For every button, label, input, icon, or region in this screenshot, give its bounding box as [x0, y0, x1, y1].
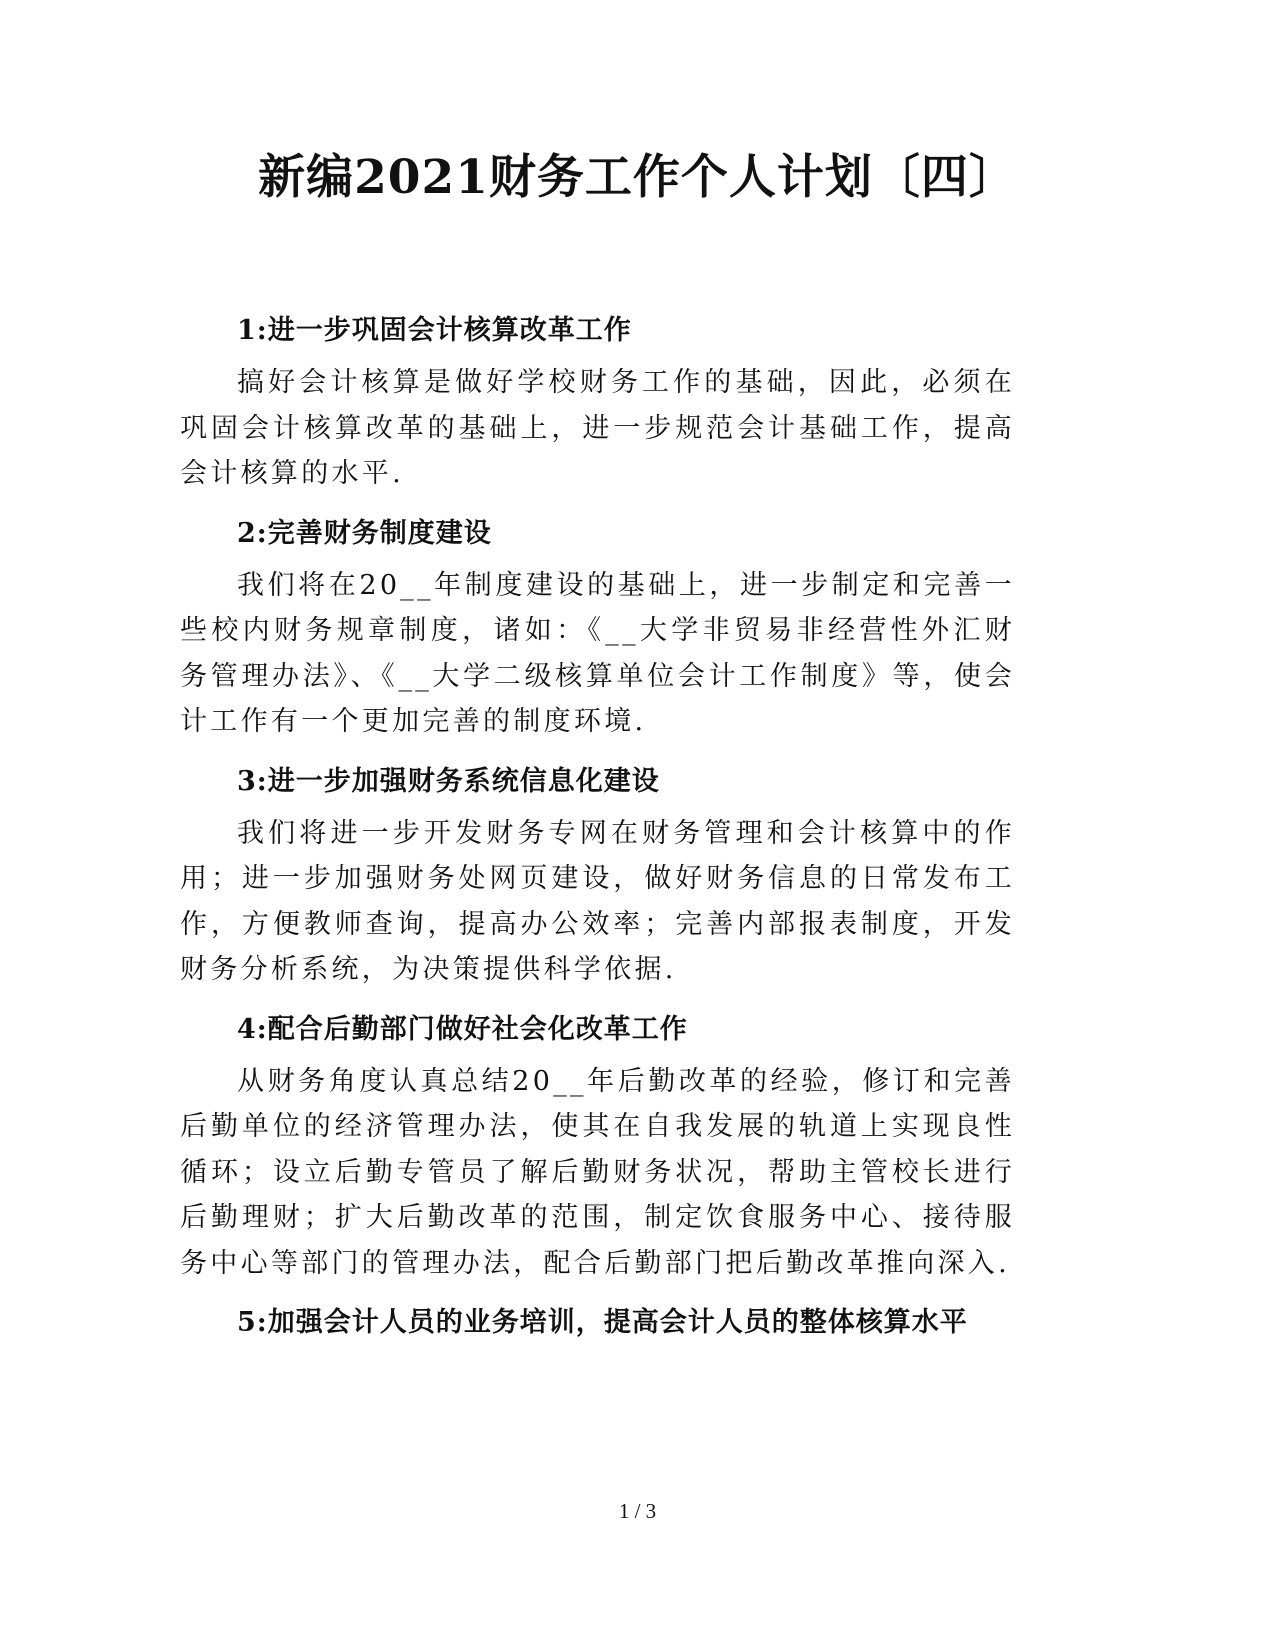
section-heading: 1:进一步巩固会计核算改革工作	[237, 315, 632, 346]
section-paragraph: 搞好会计核算是做好学校财务工作的基础，因此，必须在巩固会计核算改革的基础上，进一步规范会计基础工作，提高会计核算的水平.	[180, 367, 1015, 489]
section-2	[180, 511, 1015, 745]
section-heading: 5:加强会计人员的业务培训，提高会计人员的整体核算水平	[237, 1307, 968, 1338]
section-5	[180, 1300, 1015, 1346]
section-4	[180, 1007, 1015, 1287]
section-3	[180, 759, 1015, 993]
section-paragraph: 我们将在20__年制度建设的基础上，进一步制定和完善一些校内财务规章制度，诸如：《__大学非贸易非经营性外汇财务管理办法》、《__大学二级核算单位会计工作制度》等，使会计工作有一个更加完善的制度环境.	[180, 569, 1015, 737]
page-title: 新编2021财务工作个人计划〔四〕	[258, 150, 1017, 205]
page-number: 1 / 3	[618, 1499, 657, 1523]
section-heading: 4:配合后勤部门做好社会化改革工作	[237, 1013, 688, 1045]
section-heading: 3:进一步加强财务系统信息化建设	[237, 765, 660, 797]
section-heading: 2:完善财务制度建设	[237, 517, 492, 549]
document-body	[180, 308, 1015, 1352]
section-1	[180, 308, 1015, 497]
section-paragraph: 我们将进一步开发财务专网在财务管理和会计核算中的作用；进一步加强财务处网页建设，做好财务信息的日常发布工作，方便教师查询，提高办公效率；完善内部报表制度，开发财务分析系统，为决策提供科学依据.	[180, 817, 1015, 985]
section-paragraph: 从财务角度认真总结20__年后勤改革的经验，修订和完善后勤单位的经济管理办法，使其在自我发展的轨道上实现良性循环；设立后勤专管员了解后勤财务状况，帮助主管校长进行后勤理财；扩大后勤改革的范围，制定饮食服务中心、接待服务中心等部门的管理办法，配合后勤部门把后勤改革推向深入.	[180, 1065, 1015, 1279]
